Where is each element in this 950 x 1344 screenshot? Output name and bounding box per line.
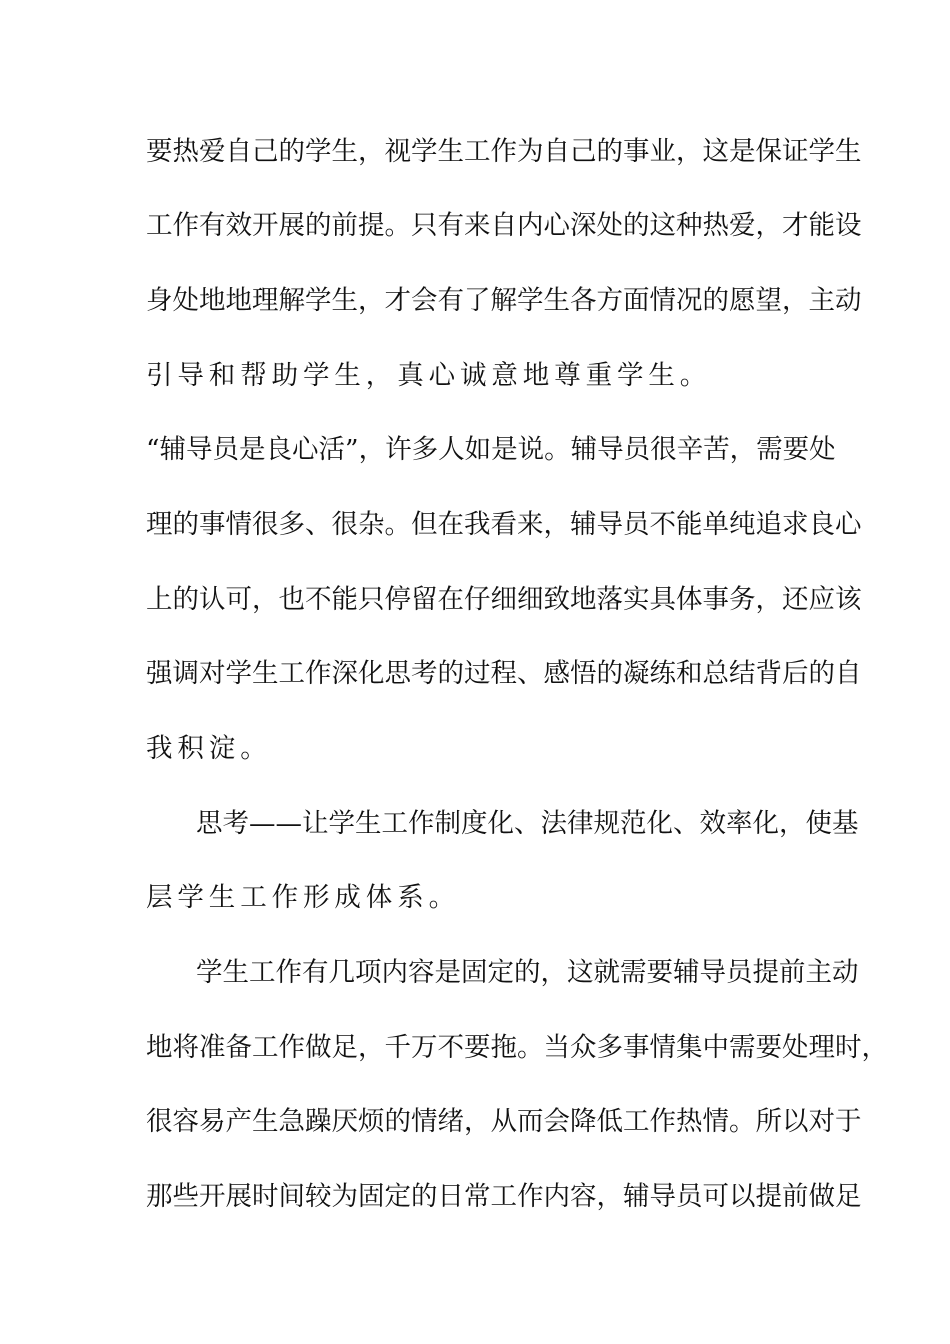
text-line: 很容易产生急躁厌烦的情绪，从而会降低工作热情。所以对于 bbox=[146, 1106, 862, 1137]
text-line: 学生工作有几项内容是固定的，这就需要辅导员提前主动 bbox=[196, 957, 859, 988]
text-line: 思考——让学生工作制度化、法律规范化、效率化，使基 bbox=[196, 808, 859, 839]
text-line: 工作有效开展的前提。只有来自内心深处的这种热爱，才能设 bbox=[146, 210, 862, 241]
text-line: 要热爱自己的学生，视学生工作为自己的事业，这是保证学生 bbox=[146, 136, 862, 167]
text-line: 身处地地理解学生，才会有了解学生各方面情况的愿望，主动 bbox=[146, 285, 862, 316]
text-line: 引导和帮助学生，真心诚意地尊重学生。 bbox=[146, 360, 712, 391]
text-line: 强调对学生工作深化思考的过程、感悟的凝练和总结背后的自 bbox=[146, 658, 862, 689]
text-line: 那些开展时间较为固定的日常工作内容，辅导员可以提前做足 bbox=[146, 1181, 862, 1212]
text-line: “辅导员是良心活”，许多人如是说。辅导员很辛苦，需要处 bbox=[146, 434, 836, 465]
text-line: 地将准备工作做足，千万不要拖。当众多事情集中需要处理时， bbox=[146, 1032, 888, 1063]
text-line: 层学生工作形成体系。 bbox=[146, 882, 460, 913]
text-line: 我积淀。 bbox=[146, 733, 272, 764]
text-line: 上的认可，也不能只停留在仔细细致地落实具体事务，还应该 bbox=[146, 584, 862, 615]
text-line: 理的事情很多、很杂。但在我看来，辅导员不能单纯追求良心 bbox=[146, 509, 862, 540]
